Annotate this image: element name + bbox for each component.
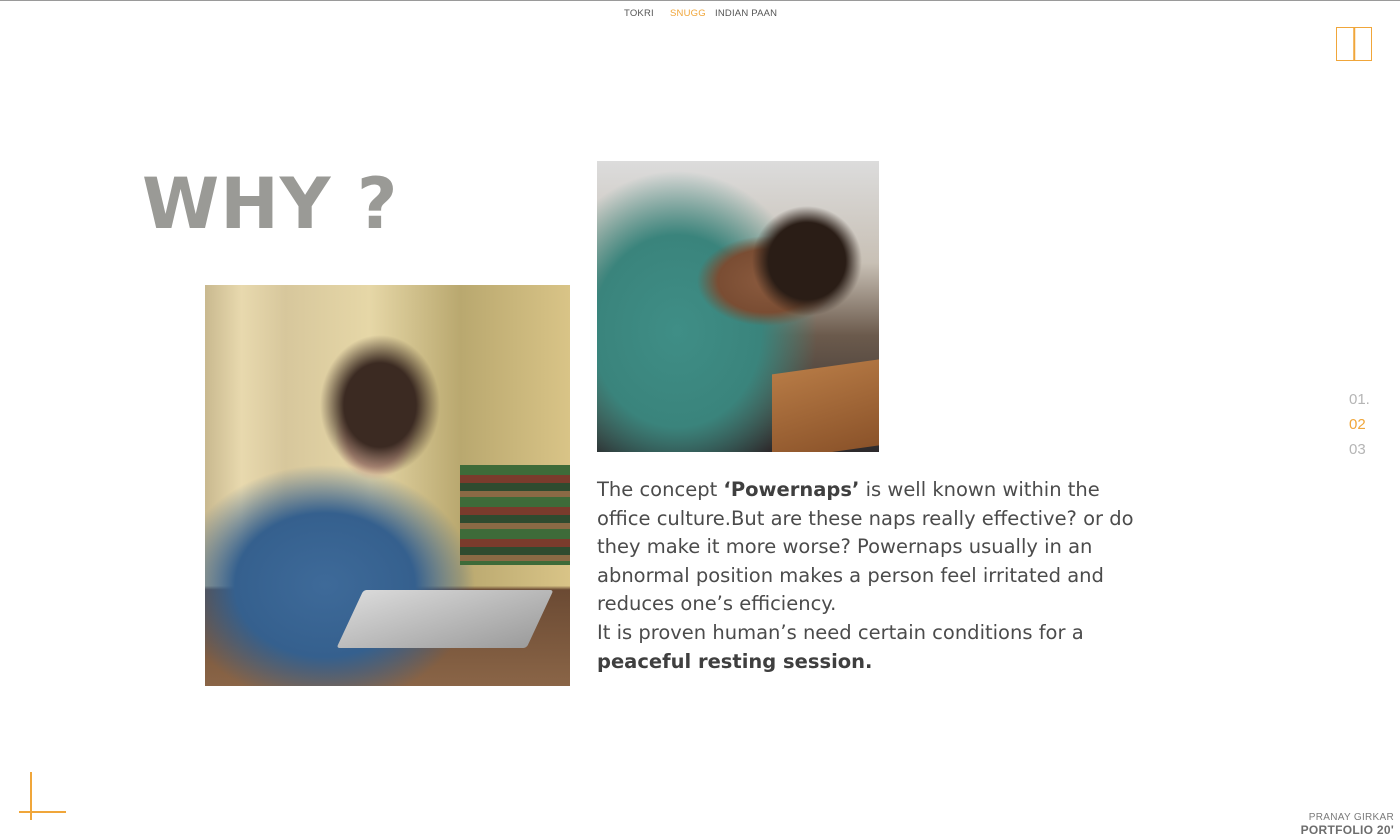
laptop-shape — [336, 590, 553, 648]
body-paragraph — [597, 476, 1157, 676]
man-sleeping-photo — [597, 161, 879, 452]
page-index-01[interactable]: 01. — [1349, 391, 1370, 408]
books-stack-shape — [460, 465, 570, 565]
footer-credit — [1301, 812, 1394, 837]
nav-item-snugg[interactable]: SNUGG — [670, 8, 706, 19]
body-emphasis-resting: peaceful resting session. — [597, 649, 873, 673]
woman-at-laptop-photo — [205, 285, 570, 686]
corner-bracket-icon — [30, 772, 32, 820]
nav-item-indian-paan[interactable]: INDIAN PAAN — [715, 8, 778, 19]
body-text-1a: The concept — [597, 478, 724, 501]
page-index-02[interactable]: 02 — [1349, 416, 1366, 433]
body-text-1b: is well known within the office culture.But are these naps really effective? or do they make it more worse? Powernaps usually in an abnormal position makes a person feel irritated and reduces one’s efficiency. — [597, 478, 1134, 616]
body-text-2a: It is proven human’s need certain conditions for a — [597, 620, 1084, 644]
page-title: WHY ? — [142, 162, 399, 245]
top-divider — [0, 0, 1400, 1]
menu-icon[interactable] — [1336, 27, 1372, 61]
body-emphasis-powernaps: ‘Powernaps’ — [723, 478, 860, 501]
desk-shape — [772, 358, 879, 452]
author-name: PRANAY GIRKAR — [1308, 812, 1394, 823]
page-index-03[interactable]: 03 — [1349, 441, 1366, 458]
portfolio-label: PORTFOLIO 20' — [1300, 823, 1394, 837]
nav-item-tokri[interactable]: TOKRI — [624, 8, 654, 19]
page-index — [1349, 387, 1370, 462]
corner-bracket-icon-h — [19, 811, 66, 813]
